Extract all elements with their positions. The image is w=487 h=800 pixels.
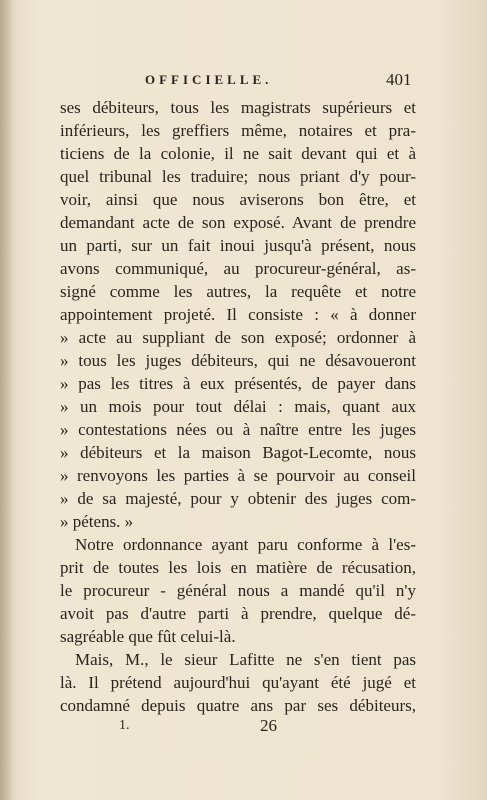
text-line: Notre ordonnance ayant paru conforme à l'es- — [75, 535, 416, 554]
text-line: » de sa majesté, pour y obtenir des juges com- — [60, 489, 416, 508]
text-line: ticiens de la colonie, il ne sait devant qui et à — [60, 144, 416, 163]
text-line: » pas les titres à eux présentés, de payer dans — [60, 374, 416, 393]
page-number: 401 — [386, 70, 412, 89]
text-line: » acte au suppliant de son exposé; ordonner à — [60, 328, 416, 347]
text-line: inférieurs, les greffiers même, notaires et pra- — [60, 121, 416, 140]
text-line: » débiteurs et la maison Bagot-Lecomte, nous — [60, 443, 416, 462]
text-line: » tous les juges débiteurs, qui ne désavoueront — [60, 351, 416, 370]
page-header — [0, 70, 487, 94]
text-line: un parti, sur un fait inoui jusqu'à présent, nous — [60, 236, 416, 255]
text-line: le procureur - général nous a mandé qu'il n'y — [60, 581, 416, 600]
text-line: demandant acte de son exposé. Avant de prendre — [60, 213, 416, 232]
text-line: avons communiqué, au procureur-général, as- — [60, 259, 416, 278]
text-line: voir, ainsi que nous aviserons bon être, et — [60, 190, 416, 209]
text-line: avoit pas d'autre parti à prendre, quelque dé- — [60, 604, 416, 623]
running-title: OFFICIELLE. — [145, 72, 273, 87]
text-line: » renvoyons les parties à se pourvoir au conseil — [60, 466, 416, 485]
text-line: ses débiteurs, tous les magistrats supérieurs et — [60, 98, 416, 117]
text-line: Mais, M., le sieur Lafitte ne s'en tient pas — [75, 650, 416, 669]
text-line: signé comme les autres, la requête et notre — [60, 282, 416, 301]
text-line: quel tribunal les traduire; nous priant d'y pour- — [60, 167, 416, 186]
text-line: » contestations nées ou à naître entre les juges — [60, 420, 416, 439]
spine-shadow — [0, 0, 14, 800]
text-line: sagréable que fût celui-là. — [60, 627, 236, 646]
signature-mark: 1. — [119, 718, 130, 733]
text-line: prit de toutes les lois en matière de récusation, — [60, 558, 416, 577]
text-line: là. Il prétend aujourd'hui qu'ayant été jugé et — [60, 673, 416, 692]
text-line: » un mois pour tout délai : mais, quant aux — [60, 397, 416, 416]
text-line: » pétens. » — [60, 512, 134, 531]
gathering-number: 26 — [260, 716, 277, 735]
text-line: condamné depuis quatre ans par ses débiteurs, — [60, 696, 416, 715]
text-line: appointement projeté. Il consiste : « à donner — [60, 305, 416, 324]
